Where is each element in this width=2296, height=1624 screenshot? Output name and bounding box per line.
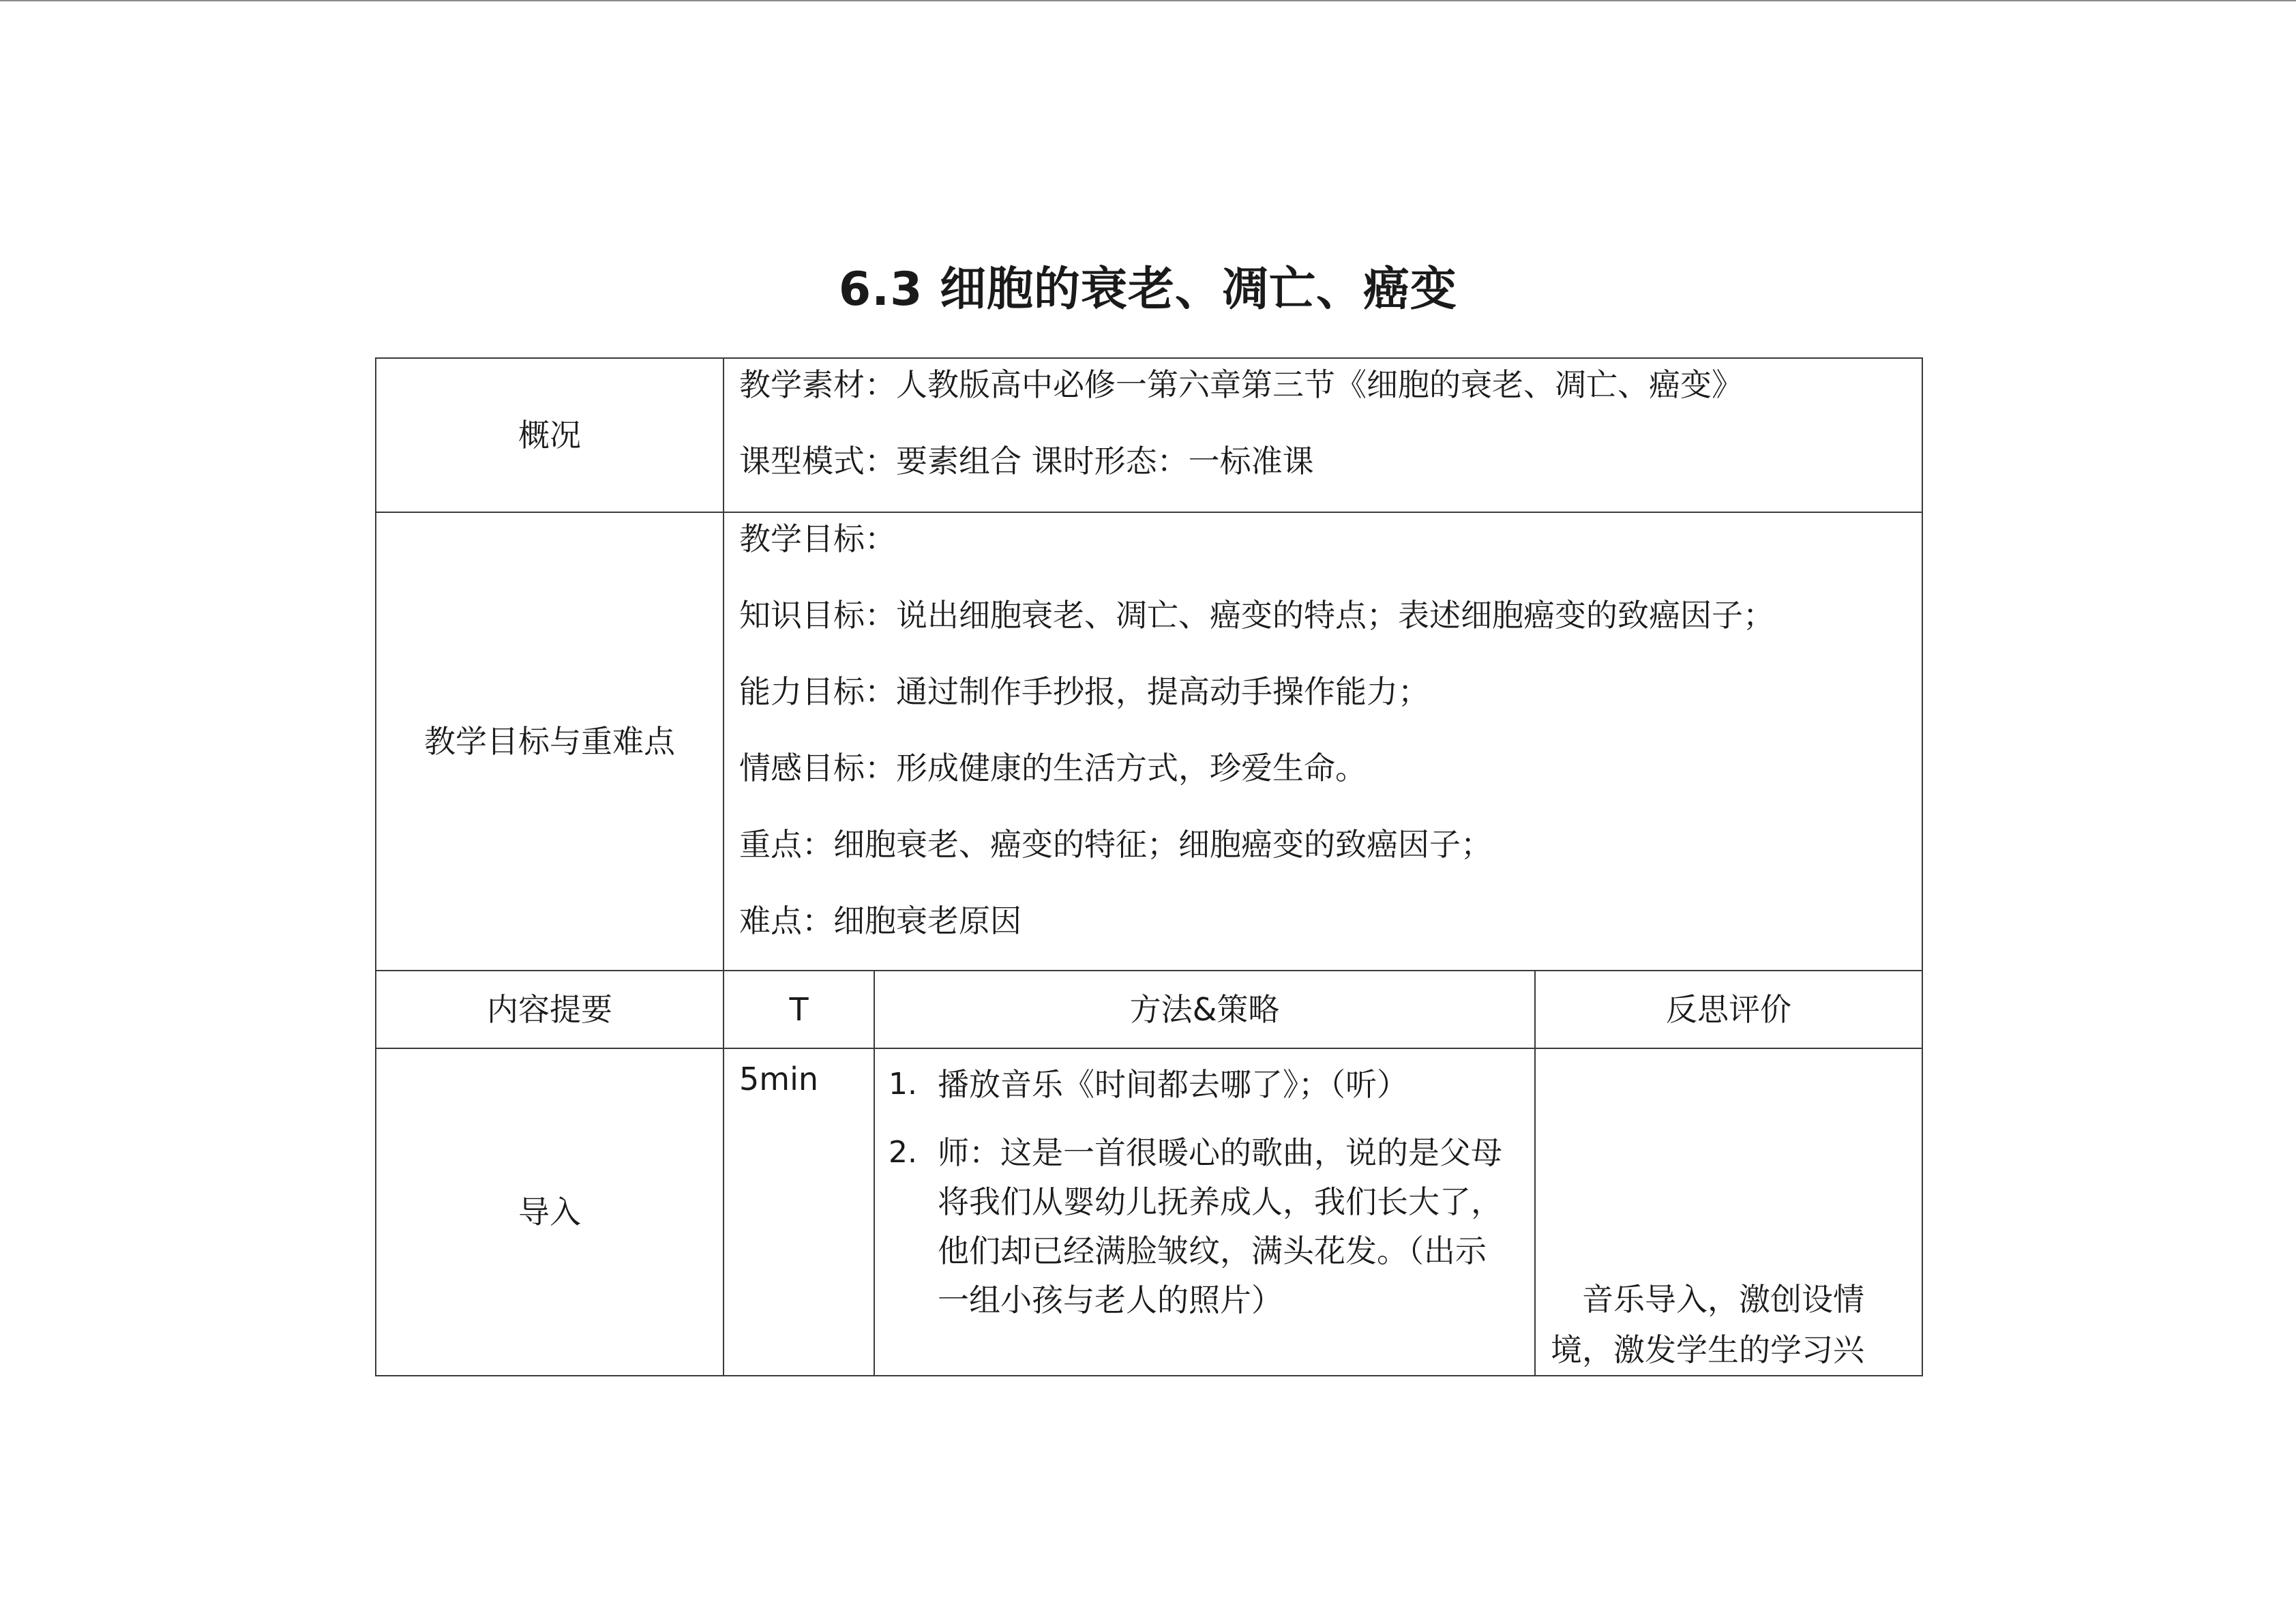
page-top-border xyxy=(0,0,2296,1)
goals-content xyxy=(724,512,1922,971)
goals-row xyxy=(376,512,1922,971)
overview-label: 概况 xyxy=(376,358,724,512)
document-title: 6.3 细胞的衰老、凋亡、癌变 xyxy=(838,263,1458,316)
goal-knowledge: 知识目标：说出细胞衰老、凋亡、癌变的特点；表述细胞癌变的致癌因子； xyxy=(739,597,1774,634)
step-number: 1. xyxy=(889,1067,917,1102)
intro-steps-list xyxy=(889,1060,1507,1325)
table-header-row xyxy=(376,971,1922,1048)
key-points: 重点：细胞衰老、癌变的特征；细胞癌变的致癌因子； xyxy=(739,826,1492,863)
intro-reflection xyxy=(1535,1048,1922,1376)
header-time: T xyxy=(724,971,874,1048)
header-reflection: 反思评价 xyxy=(1535,971,1922,1048)
goal-ability: 能力目标：通过制作手抄报，提高动手操作能力； xyxy=(739,673,1429,710)
header-content: 内容提要 xyxy=(376,971,724,1048)
goal-emotion: 情感目标：形成健康的生活方式，珍爱生命。 xyxy=(739,750,1367,786)
goals-heading: 教学目标： xyxy=(739,520,896,557)
intro-steps-cell xyxy=(874,1048,1535,1376)
overview-content xyxy=(724,358,1922,512)
intro-time: 5min xyxy=(724,1048,874,1376)
overview-line-material: 教学素材：人教版高中必修一第六章第三节《细胞的衰老、凋亡、癌变》 xyxy=(739,366,1743,403)
reflection-text: 音乐导入，激创设情境，激发学生的学习兴 xyxy=(1551,1281,1864,1368)
list-item xyxy=(889,1060,1507,1109)
list-item xyxy=(889,1128,1507,1325)
intro-section-label: 导入 xyxy=(376,1048,724,1376)
step-number: 2. xyxy=(889,1135,917,1170)
step-text: 播放音乐《时间都去哪了》；（听） xyxy=(938,1066,1408,1103)
step-text: 师：这是一首很暖心的歌曲，说的是父母将我们从婴幼儿抚养成人，我们长大了，他们却已经满脸皱纹，满头花发。（出示一组小孩与老人的照片） xyxy=(938,1134,1502,1318)
goals-label: 教学目标与重难点 xyxy=(376,512,724,971)
header-method: 方法&策略 xyxy=(874,971,1535,1048)
overview-line-mode: 课型模式：要素组合 课时形态：一标准课 xyxy=(739,443,1314,479)
overview-row xyxy=(376,358,1922,512)
intro-row xyxy=(376,1048,1922,1376)
difficult-points: 难点：细胞衰老原因 xyxy=(739,902,1022,939)
lesson-plan-table xyxy=(375,357,1923,1376)
